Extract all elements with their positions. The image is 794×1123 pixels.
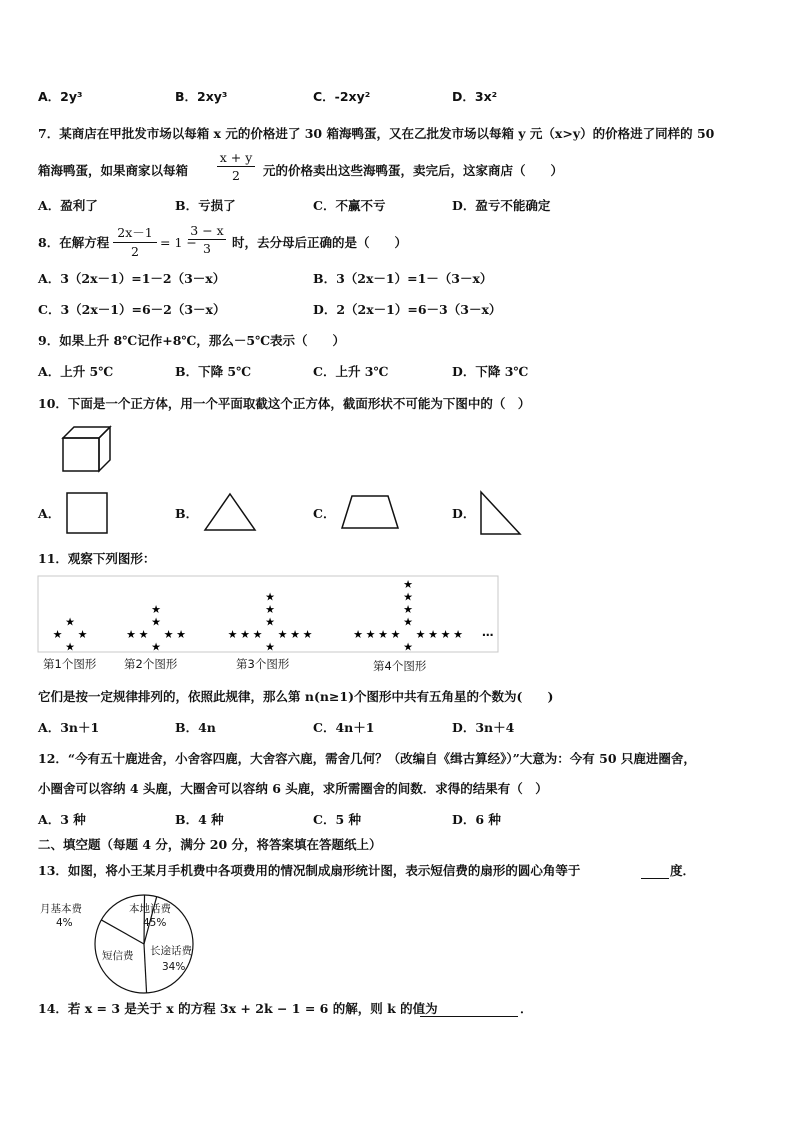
star-icon: ★ — [403, 615, 413, 629]
star-icon: ★ — [265, 640, 275, 654]
star-icon: ★ — [176, 628, 186, 641]
q8-fraction-2 — [188, 223, 226, 256]
q14-stem-a: 14．若 x = 3 是关于 x 的方程 3x + 2k − 1 = 6 的解，则 k 的值为 — [38, 1001, 438, 1016]
q11-caption-2: 第2个图形 — [124, 657, 178, 671]
q11-caption-3: 第3个图形 — [236, 657, 290, 671]
q12-option-b: B．4 种 — [175, 812, 224, 827]
trapezoid-shape — [340, 494, 400, 530]
pie-label-monthly-base: 月基本费 — [40, 903, 82, 915]
q10-option-a: A． — [38, 506, 61, 521]
star-icon: ★ — [403, 578, 413, 591]
q11-option-c: C．4n＋1 — [313, 720, 375, 735]
star-icon: ★ — [290, 628, 300, 641]
q7-stem-line2-b: 元的价格卖出这些海鸭蛋，卖完后，这家商店（ ） — [263, 163, 564, 178]
q10-stem: 10．下面是一个正方体，用一个平面取截这个正方体，截面形状不可能为下图中的（ ） — [38, 396, 531, 411]
q12-stem-line1: 12．“今有五十鹿进舍，小舍容四鹿，大舍容六鹿，需舍几何？（改编自《缉古算经》）”大意为：今有 50 只鹿进圈舍， — [38, 751, 696, 766]
q8-fraction-1-denominator: 2 — [131, 244, 139, 259]
q7-fraction-bar — [217, 166, 255, 167]
q8-option-d: D．2（2x－1）=6－3（3－x） — [313, 302, 502, 317]
q11-stem: 11．观察下列图形： — [38, 551, 156, 566]
q12-option-d: D．6 种 — [452, 812, 501, 827]
q7-option-d: D．盈亏不能确定 — [452, 198, 551, 213]
section-fill-in-title: 二、填空题（每题 4 分，满分 20 分，将答案填在答题纸上） — [38, 837, 382, 852]
q9-option-c: C．上升 3℃ — [313, 364, 389, 379]
star-icon: ★ — [440, 628, 451, 641]
star-icon: ★ — [403, 603, 413, 616]
q11-option-a: A．3n＋1 — [38, 720, 100, 735]
square-shape — [66, 492, 108, 534]
star-icon: ★ — [77, 628, 88, 641]
pie-label-local-call: 本地话费 — [129, 903, 171, 915]
q7-fraction-denominator: 2 — [232, 168, 240, 183]
star-icon: ★ — [240, 628, 250, 641]
q6-option-a: A．2y³ — [38, 89, 83, 104]
star-icon: ★ — [265, 603, 275, 616]
q6-option-b: B．2xy³ — [175, 89, 228, 104]
q8-option-c: C．3（2x－1）=6－2（3－x） — [38, 302, 226, 317]
star-icon: ★ — [252, 628, 263, 641]
q14-stem-b: ． — [520, 1001, 533, 1016]
star-icon: ★ — [403, 640, 413, 654]
star-icon: ★ — [52, 628, 63, 641]
q9-option-d: D．下降 3℃ — [452, 364, 529, 379]
q11-option-d: D．3n＋4 — [452, 720, 515, 735]
q8-fraction-1 — [113, 223, 157, 259]
q11-caption-1: 第1个图形 — [43, 657, 97, 671]
q8-stem-suffix: 时，去分母后正确的是（ ） — [232, 235, 408, 250]
right-triangle-shape — [478, 490, 522, 536]
star-icon: ★ — [65, 640, 75, 654]
q7-stem-line2-a: 箱海鸭蛋，如果商家以每箱 — [38, 163, 189, 178]
q8-equation-middle: = 1 − — [160, 235, 197, 250]
star-icon: ★ — [390, 628, 401, 641]
q7-fraction — [217, 150, 255, 183]
q13-stem-a: 13．如图，将小王某月手机费中各项费用的情况制成扇形统计图，表示短信费的扇形的圆心角等于 — [38, 863, 581, 878]
q8-option-a: A．3（2x－1）=1－2（3－x） — [38, 271, 226, 286]
star-icon: ★ — [365, 628, 376, 641]
q11-question: 它们是按一定规律排列的，依照此规律，那么第 n(n≥1)个图形中共有五角星的个数为( ) — [38, 689, 554, 704]
q10-option-c: C． — [313, 506, 336, 521]
q7-stem-line1: 7．某商店在甲批发市场以每箱 x 元的价格进了 30 箱海鸭蛋，又在乙批发市场以每箱 y 元（x>y）的价格进了同样的 50 — [38, 126, 715, 141]
star-pattern-figure — [38, 576, 500, 654]
q6-option-c: C．-2xy² — [313, 89, 371, 104]
q7-option-c: C．不赢不亏 — [313, 198, 386, 213]
q14-answer-blank — [420, 1001, 518, 1017]
star-icon: ★ — [403, 590, 413, 604]
q13-stem-b: 度． — [670, 863, 696, 878]
star-icon: ★ — [265, 615, 275, 629]
q10-option-b: B． — [175, 506, 199, 521]
pie-label-long-distance: 长途话费 — [150, 945, 192, 957]
q11-ellipsis: … — [482, 625, 494, 639]
q11-option-b: B．4n — [175, 720, 216, 735]
q8-fraction-2-numerator: 3 − x — [190, 223, 224, 238]
q8-fraction-1-numerator: 2x－1 — [117, 225, 153, 240]
q8-option-b: B．3（2x－1）=1－（3－x） — [313, 271, 493, 286]
cube-figure — [60, 424, 114, 474]
q7-option-b: B．亏损了 — [175, 198, 236, 213]
q9-option-b: B．下降 5℃ — [175, 364, 252, 379]
equilateral-triangle-shape — [203, 492, 257, 532]
q13-answer-blank — [641, 863, 669, 879]
q7-option-a: A．盈利了 — [38, 198, 98, 213]
star-icon: ★ — [378, 628, 388, 641]
star-icon: ★ — [353, 628, 363, 641]
star-icon: ★ — [151, 615, 161, 629]
star-icon: ★ — [227, 628, 238, 641]
star-icon: ★ — [277, 628, 288, 641]
q12-option-c: C．5 种 — [313, 812, 361, 827]
star-icon: ★ — [453, 628, 463, 641]
star-icon: ★ — [151, 640, 161, 654]
star-icon: ★ — [265, 590, 275, 604]
q12-option-a: A．3 种 — [38, 812, 86, 827]
star-icon: ★ — [415, 628, 426, 641]
star-icon: ★ — [151, 603, 161, 616]
star-icon: ★ — [65, 615, 75, 629]
star-icon: ★ — [302, 628, 313, 641]
star-icon: ★ — [138, 628, 149, 641]
q7-fraction-numerator: x + y — [219, 150, 253, 165]
q12-stem-line2: 小圈舍可以容纳 4 头鹿，大圈舍可以容纳 6 头鹿，求所需圈舍的间数．求得的结果有（ ） — [38, 781, 548, 796]
star-icon: ★ — [126, 628, 136, 641]
star-icon: ★ — [428, 628, 438, 641]
pie-value-monthly-base: 4% — [56, 917, 73, 929]
q6-option-d: D．3x² — [452, 89, 498, 104]
q9-option-a: A．上升 5℃ — [38, 364, 114, 379]
q9-stem: 9．如果上升 8℃记作+8℃，那么－5℃表示（ ） — [38, 333, 346, 348]
pie-value-long-distance: 34% — [162, 961, 186, 973]
q8-fraction-2-denominator: 3 — [203, 241, 211, 256]
pie-label-sms: 短信费 — [102, 950, 134, 962]
pie-slice-boundary-2 — [144, 944, 147, 993]
q8-stem-prefix: 8．在解方程 — [38, 235, 110, 250]
q10-option-d: D． — [452, 506, 476, 521]
pie-slice-boundary-3 — [101, 920, 144, 944]
q11-caption-4: 第4个图形 — [373, 659, 427, 673]
star-icon: ★ — [163, 628, 174, 641]
pie-value-local-call: 45% — [143, 917, 167, 929]
q8-fraction-1-bar — [113, 242, 157, 243]
q8-fraction-2-bar — [188, 239, 226, 240]
